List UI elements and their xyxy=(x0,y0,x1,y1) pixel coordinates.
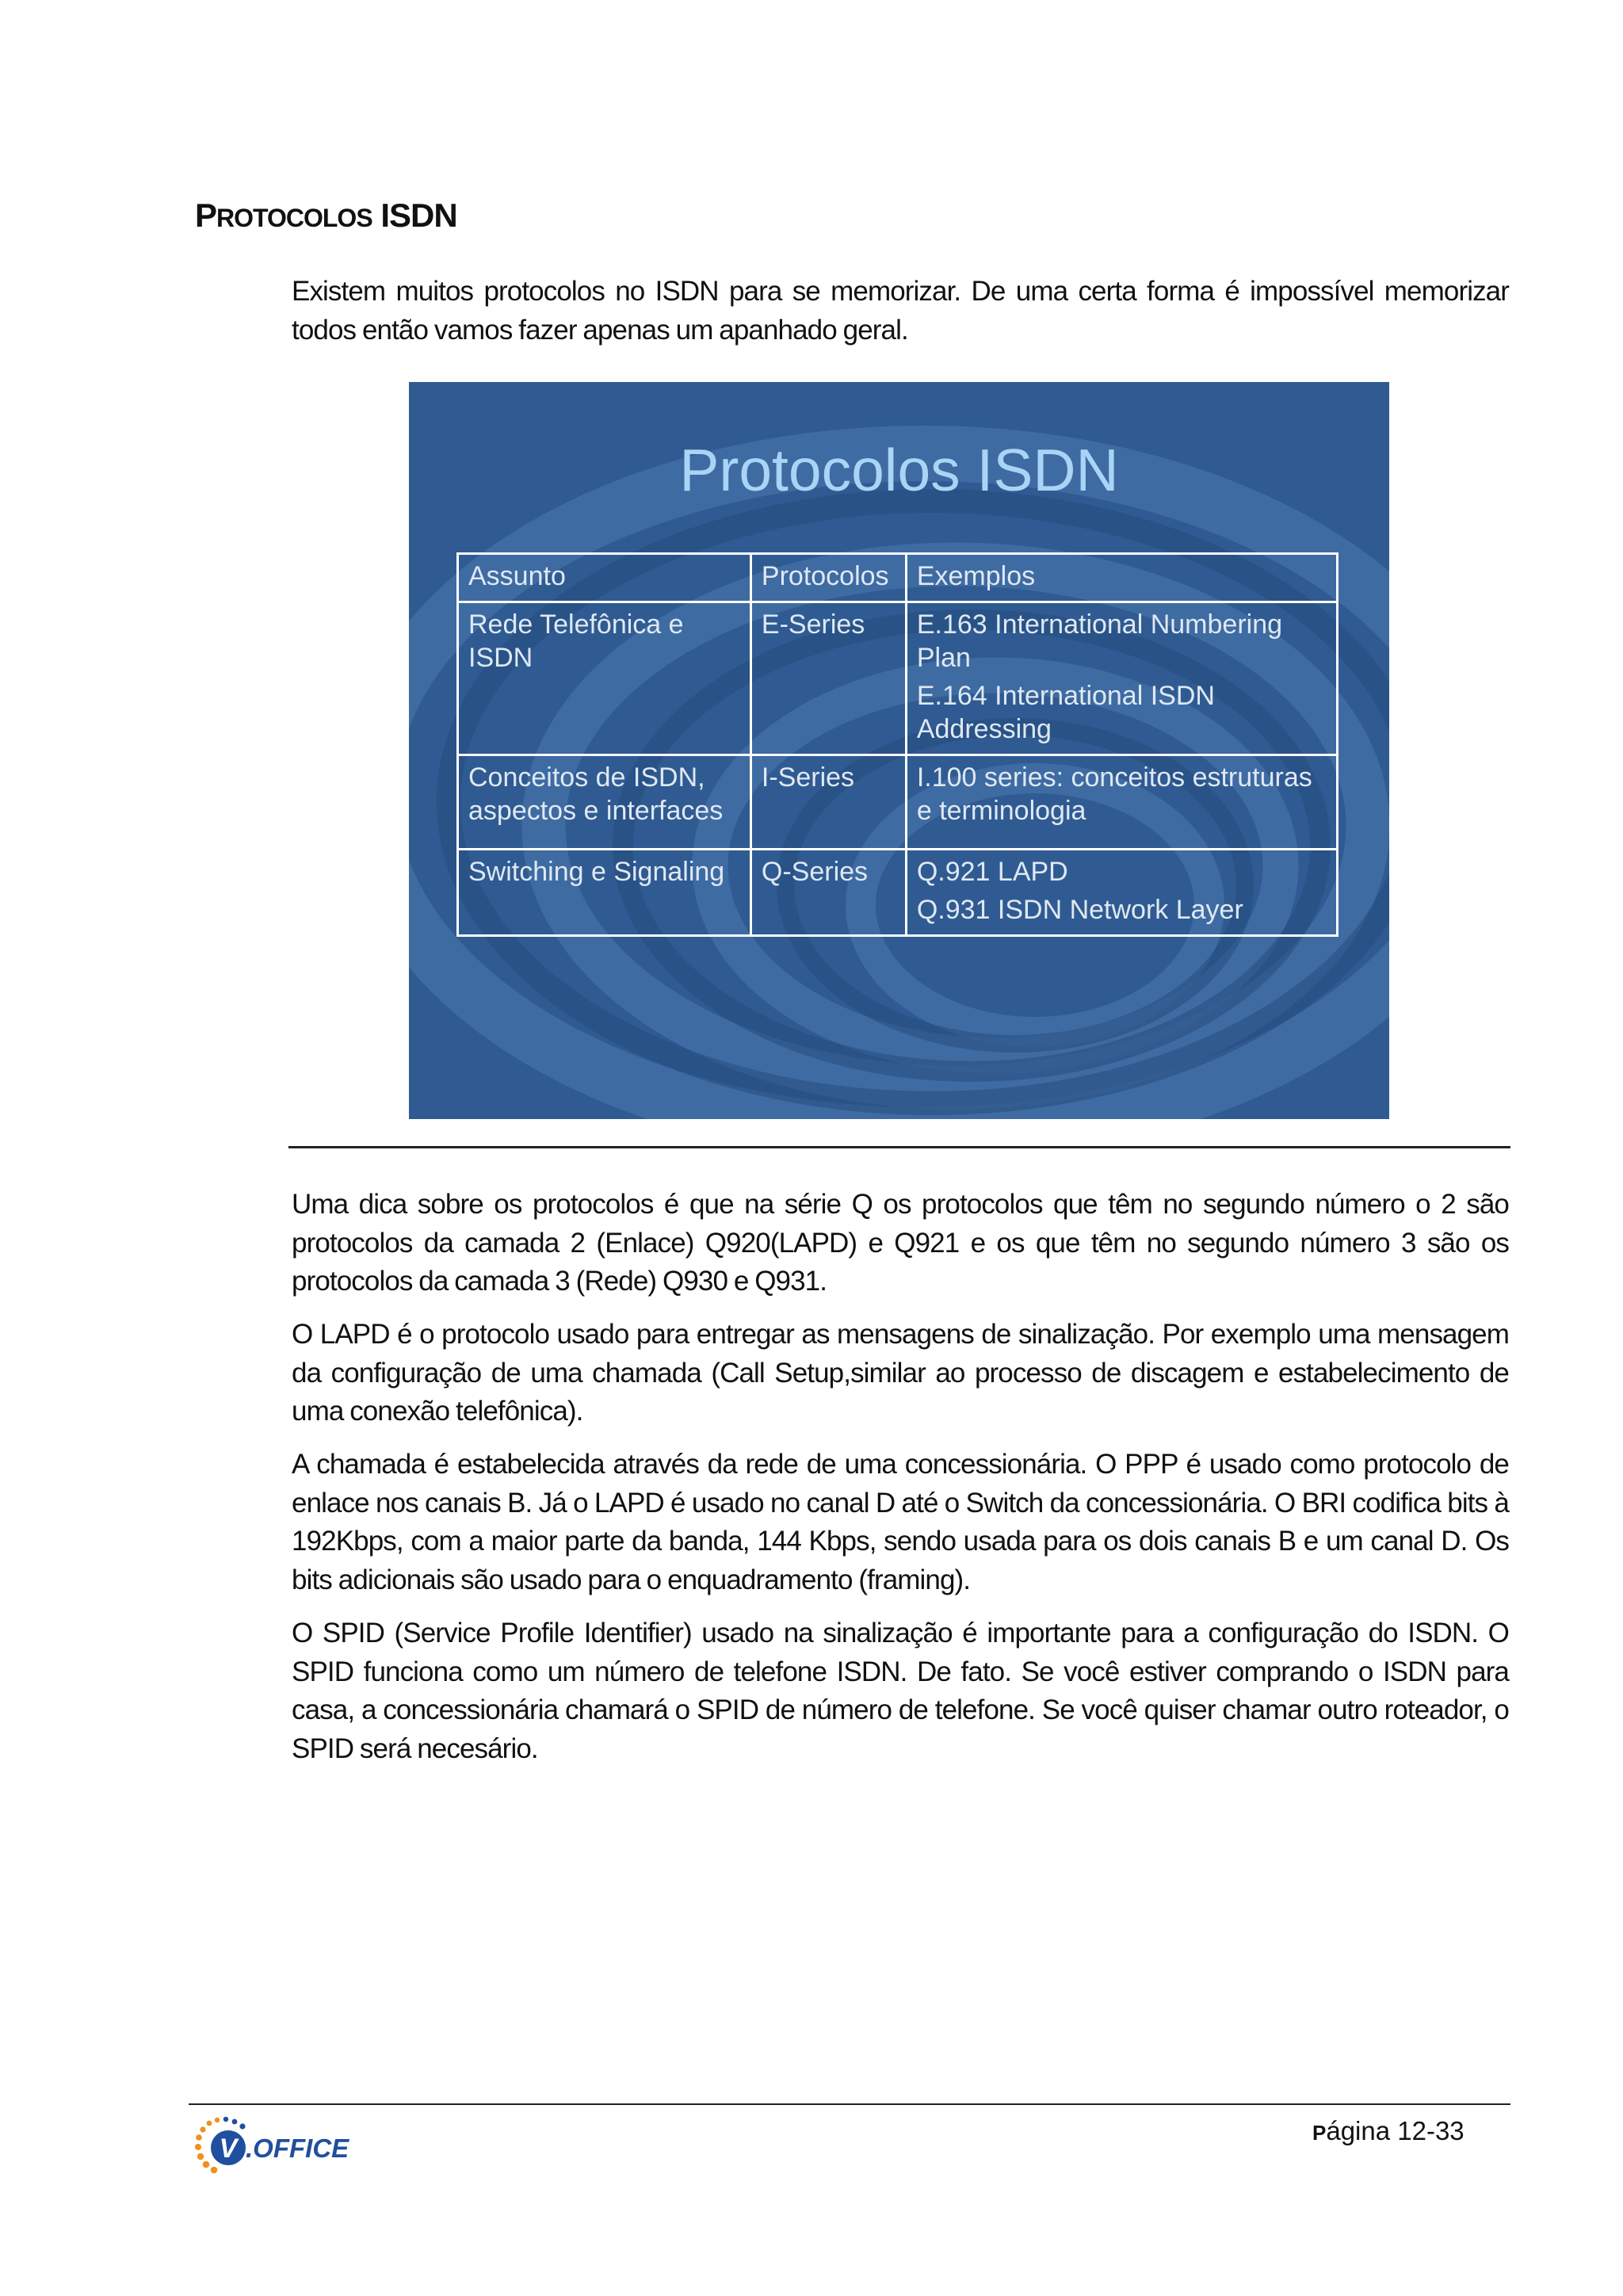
table-row xyxy=(458,755,1338,850)
slide-image xyxy=(409,382,1389,1119)
cell-exemplos: I.100 series: conceitos estruturas e terminologia xyxy=(906,755,1337,850)
footer-divider xyxy=(189,2103,1510,2105)
protocols-table xyxy=(456,552,1338,937)
cell-protocolos: E-Series xyxy=(750,602,906,755)
table-row xyxy=(458,602,1338,755)
body-paragraph: O LAPD é o protocolo usado para entregar as mensagens de sinalização. Por exemplo uma mensagem da configuração de uma chamada (Call Setup,similar ao processo de discagem e estabelecimento de uma conexão telefônica). xyxy=(292,1319,1509,1427)
header-exemplos: Exemplos xyxy=(906,554,1337,602)
header-assunto: Assunto xyxy=(458,554,751,602)
section-heading: PROTOCOLOS ISDN xyxy=(195,197,457,234)
cell-assunto: Rede Telefônica e ISDN xyxy=(458,602,751,755)
svg-text:.OFFICE: .OFFICE xyxy=(246,2134,349,2163)
body-paragraph: O SPID (Service Profile Identifier) usado na sinalização é importante para a configuração do ISDN. O SPID funciona como um número de telefone ISDN. De fato. Se você estiver comprando o ISDN para casa, a concessionária chamará o SPID de número de telefone. Se você quiser chamar outro roteador, o SPID será necesário. xyxy=(292,1618,1509,1764)
table-row xyxy=(458,850,1338,936)
horizontal-divider xyxy=(288,1146,1510,1148)
body-paragraph: Uma dica sobre os protocolos é que na série Q os protocolos que têm no segundo número o 2 são protocolos da camada 2 (Enlace) Q920(LAPD) e Q921 e os que têm no segundo número 3 são os protocolos da camada 3 (Rede) Q930 e Q931. xyxy=(292,1189,1509,1297)
cell-protocolos: I-Series xyxy=(750,755,906,850)
cell-exemplos: Q.921 LAPD Q.931 ISDN Network Layer xyxy=(906,850,1337,936)
cell-assunto: Conceitos de ISDN, aspectos e interfaces xyxy=(458,755,751,850)
voffice-logo xyxy=(192,2113,358,2189)
cell-exemplos: E.163 International Numbering Plan E.164 International ISDN Addressing xyxy=(906,602,1337,755)
header-protocolos: Protocolos xyxy=(750,554,906,602)
cell-assunto: Switching e Signaling xyxy=(458,850,751,936)
cell-protocolos: Q-Series xyxy=(750,850,906,936)
svg-text:V: V xyxy=(219,2134,238,2164)
table-header-row xyxy=(458,554,1338,602)
page-number: Página 12-33 xyxy=(1312,2116,1465,2145)
slide-title: Protocolos ISDN xyxy=(679,437,1119,503)
intro-paragraph: Existem muitos protocolos no ISDN para se memorizar. De uma certa forma é impossível memorizar todos então vamos fazer apenas um apanhado geral. xyxy=(292,276,1509,346)
body-paragraph: A chamada é estabelecida através da rede de uma concessionária. O PPP é usado como protocolo de enlace nos canais B. Já o LAPD é usado no canal D até o Switch da concessionária. O BRI codifica bits à 192Kbps, com a maior parte da banda, 144 Kbps, sendo usada para os dois canais B e um canal D. Os bits adicionais são usado para o enquadramento (framing). xyxy=(292,1449,1509,1595)
